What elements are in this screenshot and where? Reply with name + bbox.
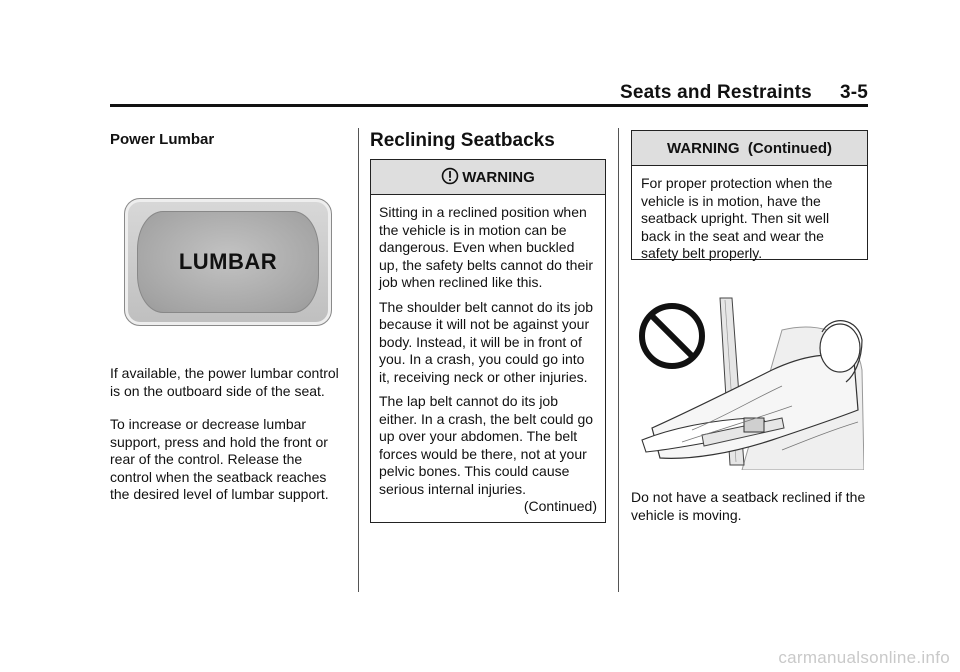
- warning-paragraph: Sitting in a reclined position when the vehicle is in motion can be dangerous. Even when buckled up, the safety belts cannot do their job when reclined like this.: [379, 204, 594, 290]
- watermark: carmanualsonline.info: [778, 648, 950, 667]
- column-divider-2: [618, 128, 619, 592]
- seatback-moving-paragraph: Do not have a seatback reclined if the vehicle is moving.: [631, 489, 866, 523]
- warning-box: [370, 159, 606, 523]
- warning-icon: [441, 167, 459, 185]
- page-header: [620, 82, 868, 104]
- power-lumbar-title: Power Lumbar: [110, 131, 215, 148]
- warning-heading: [371, 160, 605, 195]
- column-divider-1: [358, 128, 359, 592]
- warning-continued-heading: WARNING (Continued): [632, 131, 867, 166]
- lumbar-label: LUMBAR: [178, 249, 278, 274]
- section-name: Seats and Restraints: [619, 82, 812, 103]
- warning-paragraph: The shoulder belt cannot do its job because it will not be against your body. Instead, it will be in front of you. In a crash, you could go into it, receiving neck or other injuries.: [379, 298, 594, 385]
- lumbar-control-illustration: [124, 198, 332, 326]
- reclining-seatbacks-title: Reclining Seatbacks: [370, 130, 555, 151]
- warning-body: [371, 195, 605, 514]
- page-number: 3-5: [839, 82, 868, 103]
- prohibition-icon: [642, 306, 702, 366]
- warning-continued-box: [631, 130, 868, 260]
- header-rule: [110, 104, 868, 107]
- warning-paragraph: The lap belt cannot do its job either. In a crash, the belt could go up over your abdomen. The belt forces would be there, not at your pelvic bones. This could cause serious internal injuries.: [379, 393, 594, 497]
- reclined-occupant-illustration: [632, 290, 864, 470]
- warning-continued-text: For proper protection when the vehicle is in motion, have the seatback upright. Then sit well back in the seat and wear the safety belt properly.: [641, 175, 833, 261]
- warning-heading-text: WARNING: [462, 168, 535, 186]
- lumbar-location-paragraph: If available, the power lumbar control is on the outboard side of the seat.: [110, 365, 339, 399]
- continued-label: (Continued): [523, 498, 597, 514]
- lumbar-control-face: [137, 211, 319, 313]
- lumbar-adjust-paragraph: To increase or decrease lumbar support, press and hold the front or rear of the control. Release the control when the seatback reaches the desired level of lumbar support.: [110, 416, 329, 502]
